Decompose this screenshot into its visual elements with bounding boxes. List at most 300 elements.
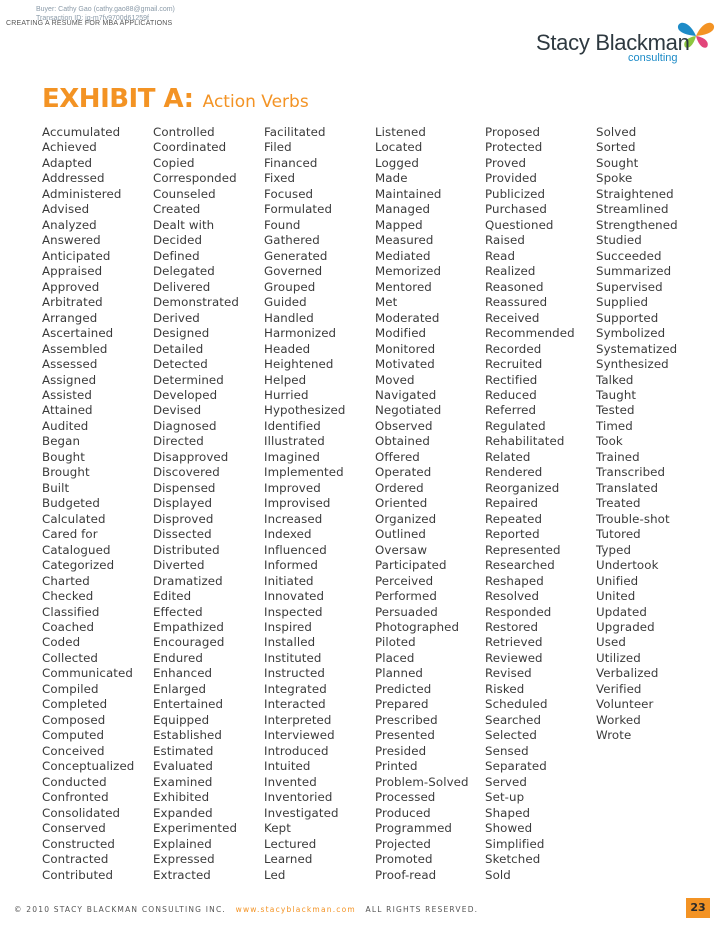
verb-item: Experimented [153, 821, 238, 836]
verb-item: Lectured [264, 836, 317, 851]
verb-item: Established [153, 728, 222, 743]
verb-item: Solved [596, 125, 637, 139]
verb-item: Compiled [42, 681, 99, 696]
verb-item: Charted [42, 573, 90, 588]
verb-item: Created [153, 202, 201, 217]
verb-item: Proposed [485, 125, 541, 139]
verb-item: Trained [596, 449, 640, 464]
verb-item: Monitored [375, 341, 436, 356]
verb-item: Copied [153, 155, 195, 170]
verb-item: Collected [42, 650, 99, 665]
verb-item: Heightened [264, 357, 334, 372]
verb-item: Instituted [264, 650, 322, 665]
verb-item: Confronted [42, 790, 109, 805]
verb-item: Predicted [375, 681, 432, 696]
verb-item: Contributed [42, 867, 114, 882]
verb-item: Symbolized [596, 326, 666, 341]
verb-item: Presented [375, 728, 435, 743]
verb-item: Influenced [264, 542, 327, 557]
verb-item: Harmonized [264, 326, 337, 341]
verb-item: Administered [42, 186, 122, 201]
verb-item: Supported [596, 310, 659, 325]
verb-item: Received [485, 310, 540, 325]
verb-item: Translated [596, 480, 659, 495]
verb-item: Systematized [596, 341, 678, 356]
exhibit-title [42, 84, 309, 114]
verb-column-5 [485, 125, 575, 883]
verb-item: Cared for [42, 527, 98, 542]
verb-item: Implemented [264, 465, 344, 480]
verb-item: Delivered [153, 279, 211, 294]
verb-item: Learned [264, 852, 313, 867]
verb-item: Shaped [485, 805, 531, 820]
verb-item: Studied [596, 233, 642, 248]
verb-item: Planned [375, 666, 424, 681]
verb-item: Expressed [153, 852, 215, 867]
verb-item: Participated [375, 558, 447, 573]
verb-item: Timed [596, 418, 633, 433]
verb-item: Hurried [264, 387, 309, 402]
verb-item: Defined [153, 248, 200, 263]
verb-item: Tested [596, 403, 635, 418]
verb-item: Entertained [153, 697, 224, 712]
verb-item: Facilitated [264, 125, 326, 139]
verb-item: Initiated [264, 573, 314, 588]
verb-item: Publicized [485, 186, 546, 201]
verb-item: Detected [153, 357, 208, 372]
verb-item: Focused [264, 186, 314, 201]
verb-item: Attained [42, 403, 93, 418]
verb-item: Questioned [485, 217, 554, 232]
verb-item: Effected [153, 604, 203, 619]
verb-item: Piloted [375, 635, 416, 650]
verb-item: United [596, 589, 636, 604]
verb-item: Adapted [42, 155, 93, 170]
verb-item: Recorded [485, 341, 542, 356]
verb-item: Intuited [264, 759, 311, 774]
verb-item: Classified [42, 604, 100, 619]
verb-item: Corresponded [153, 171, 237, 186]
verb-item: Typed [596, 542, 632, 557]
verb-item: Achieved [42, 140, 97, 155]
verb-item: Produced [375, 805, 431, 820]
verb-item: Maintained [375, 186, 442, 201]
verb-item: Rehabilitated [485, 434, 565, 449]
verb-column-6 [596, 125, 678, 744]
verb-item: Problem-Solved [375, 774, 469, 789]
verb-item: Answered [42, 233, 101, 248]
verb-item: Unified [596, 573, 639, 588]
verb-item: Generated [264, 248, 328, 263]
verb-item: Logged [375, 155, 419, 170]
watermark-buyer: Buyer: Cathy Gao (cathy.gao88@gmail.com) [36, 6, 175, 13]
verb-item: Spoke [596, 171, 633, 186]
verb-item: Investigated [264, 805, 339, 820]
verb-item: Oriented [375, 496, 428, 511]
verb-item: Served [485, 774, 527, 789]
verb-item: Endured [153, 650, 203, 665]
verb-item: Exhibited [153, 790, 210, 805]
verb-item: Realized [485, 264, 536, 279]
verb-item: Enlarged [153, 681, 207, 696]
verb-item: Inspected [264, 604, 323, 619]
verb-item: Grouped [264, 279, 316, 294]
verb-item: Built [42, 480, 70, 495]
verb-item: Diagnosed [153, 418, 217, 433]
verb-item: Inventoried [264, 790, 333, 805]
verb-item: Assembled [42, 341, 108, 356]
verb-item: Strengthened [596, 217, 678, 232]
verb-item: Led [264, 867, 286, 882]
verb-item: Detailed [153, 341, 204, 356]
verb-item: Scheduled [485, 697, 548, 712]
verb-item: Audited [42, 418, 89, 433]
verb-item: Managed [375, 202, 431, 217]
verb-column-4 [375, 125, 469, 883]
verb-item: Directed [153, 434, 204, 449]
verb-item: Computed [42, 728, 105, 743]
verb-item: Controlled [153, 125, 215, 139]
verb-item: Interviewed [264, 728, 335, 743]
verb-item: Promoted [375, 852, 433, 867]
verb-item: Separated [485, 759, 547, 774]
verb-item: Located [375, 140, 423, 155]
verb-item: Diverted [153, 558, 205, 573]
verb-item: Showed [485, 821, 533, 836]
verb-item: Appraised [42, 264, 103, 279]
verb-item: Sorted [596, 140, 636, 155]
verb-item: Recruited [485, 357, 543, 372]
verb-item: Met [375, 295, 398, 310]
verb-item: Programmed [375, 821, 453, 836]
verb-item: Ascertained [42, 326, 114, 341]
verb-item: Undertook [596, 558, 659, 573]
logo-name: Stacy Blackman [536, 30, 690, 55]
verb-item: Derived [153, 310, 200, 325]
verb-item: Interpreted [264, 712, 332, 727]
verb-item: Interacted [264, 697, 326, 712]
verb-item: Reorganized [485, 480, 560, 495]
verb-item: Sought [596, 155, 639, 170]
verb-item: Anticipated [42, 248, 111, 263]
verb-item: Volunteer [596, 697, 654, 712]
verb-column-1 [42, 125, 134, 883]
verb-item: Projected [375, 836, 432, 851]
verb-item: Dealt with [153, 217, 215, 232]
verb-item: Operated [375, 465, 432, 480]
verb-item: Assisted [42, 387, 92, 402]
verb-item: Designed [153, 326, 210, 341]
verb-item: Presided [375, 743, 427, 758]
verb-item: Reassured [485, 295, 548, 310]
verb-item: Equipped [153, 712, 210, 727]
verb-item: Used [596, 635, 626, 650]
verb-item: Counseled [153, 186, 216, 201]
verb-item: Distributed [153, 542, 220, 557]
verb-item: Headed [264, 341, 311, 356]
verb-item: Began [42, 434, 81, 449]
verb-item: Coded [42, 635, 81, 650]
verb-item: Reviewed [485, 650, 543, 665]
verb-item: Upgraded [596, 620, 655, 634]
verb-item: Straightened [596, 186, 674, 201]
verb-item: Examined [153, 774, 213, 789]
verb-item: Sketched [485, 852, 541, 867]
verb-item: Printed [375, 759, 418, 774]
verb-item: Arbitrated [42, 295, 103, 310]
verb-item: Inspired [264, 620, 313, 634]
verb-item: Read [485, 248, 516, 263]
verb-item: Contracted [42, 852, 109, 867]
verb-item: Introduced [264, 743, 329, 758]
verb-item: Risked [485, 681, 525, 696]
verb-item: Transcribed [596, 465, 666, 480]
verb-item: Photographed [375, 620, 460, 634]
verb-item: Reasoned [485, 279, 544, 294]
verb-item: Updated [596, 604, 647, 619]
verb-item: Delegated [153, 264, 215, 279]
verb-item: Taught [596, 387, 637, 402]
verb-item: Expanded [153, 805, 213, 820]
verb-item: Treated [596, 496, 641, 511]
verb-item: Formulated [264, 202, 333, 217]
verb-item: Provided [485, 171, 538, 186]
verb-item: Made [375, 171, 408, 186]
verb-item: Checked [42, 589, 94, 604]
verb-item: Proof-read [375, 867, 437, 882]
verb-item: Moved [375, 372, 415, 387]
page-number: 23 [686, 898, 710, 918]
verb-item: Consolidated [42, 805, 121, 820]
verb-item: Regulated [485, 418, 546, 433]
verb-item: Wrote [596, 728, 632, 743]
verb-item: Devised [153, 403, 202, 418]
verb-item: Measured [375, 233, 434, 248]
verb-item: Arranged [42, 310, 98, 325]
verb-item: Gathered [264, 233, 320, 248]
verb-item: Motivated [375, 357, 435, 372]
verb-item: Edited [153, 589, 192, 604]
verb-item: Filed [264, 140, 292, 155]
verb-item: Observed [375, 418, 433, 433]
verb-item: Utilized [596, 650, 641, 665]
verb-item: Prepared [375, 697, 429, 712]
verb-item: Synthesized [596, 357, 669, 372]
verb-item: Rectified [485, 372, 538, 387]
verb-item: Oversaw [375, 542, 428, 557]
verb-item: Identified [264, 418, 321, 433]
verb-item: Categorized [42, 558, 115, 573]
verb-item: Dispensed [153, 480, 216, 495]
verb-item: Rendered [485, 465, 543, 480]
verb-item: Referred [485, 403, 537, 418]
verb-item: Took [596, 434, 623, 449]
verb-column-2 [153, 125, 239, 883]
verb-item: Organized [375, 511, 437, 526]
verb-item: Mediated [375, 248, 431, 263]
verb-item: Recommended [485, 326, 575, 341]
verb-item: Persuaded [375, 604, 438, 619]
verb-item: Financed [264, 155, 318, 170]
verb-item: Kept [264, 821, 291, 836]
verb-item: Simplified [485, 836, 545, 851]
verb-item: Modified [375, 326, 427, 341]
verb-item: Fixed [264, 171, 296, 186]
verb-item: Composed [42, 712, 106, 727]
verb-item: Placed [375, 650, 415, 665]
verb-item: Streamlined [596, 202, 669, 217]
verb-item: Indexed [264, 527, 312, 542]
verb-item: Sold [485, 867, 511, 882]
verb-item: Explained [153, 836, 212, 851]
verb-item: Responded [485, 604, 552, 619]
verb-item: Improved [264, 480, 321, 495]
verb-item: Calculated [42, 511, 106, 526]
verb-item: Worked [596, 712, 641, 727]
verb-item: Installed [264, 635, 316, 650]
verb-item: Memorized [375, 264, 442, 279]
action-verbs-table [42, 125, 702, 885]
verb-item: Perceived [375, 573, 434, 588]
verb-item: Verbalized [596, 666, 659, 681]
verb-item: Encouraged [153, 635, 225, 650]
verb-item: Enhanced [153, 666, 213, 681]
verb-item: Conserved [42, 821, 106, 836]
verb-item: Reshaped [485, 573, 544, 588]
exhibit-label: EXHIBIT A: [42, 84, 194, 114]
verb-item: Disproved [153, 511, 214, 526]
verb-item: Reported [485, 527, 540, 542]
verb-item: Guided [264, 295, 307, 310]
verb-item: Catalogued [42, 542, 111, 557]
verb-item: Bought [42, 449, 85, 464]
verb-item: Moderated [375, 310, 440, 325]
verb-item: Mentored [375, 279, 432, 294]
verb-item: Integrated [264, 681, 327, 696]
verb-item: Budgeted [42, 496, 100, 511]
verb-item: Represented [485, 542, 561, 557]
verb-item: Addressed [42, 171, 105, 186]
verb-item: Protected [485, 140, 543, 155]
verb-item: Instructed [264, 666, 325, 681]
verb-item: Ordered [375, 480, 424, 495]
verb-column-3 [264, 125, 345, 883]
verb-item: Coordinated [153, 140, 227, 155]
verb-item: Decided [153, 233, 203, 248]
footer-rights: ALL RIGHTS RESERVED. [365, 905, 479, 914]
verb-item: Conceived [42, 743, 105, 758]
verb-item: Found [264, 217, 301, 232]
verb-item: Supervised [596, 279, 663, 294]
verb-item: Restored [485, 620, 539, 634]
verb-item: Determined [153, 372, 224, 387]
verb-item: Developed [153, 387, 218, 402]
verb-item: Assigned [42, 372, 97, 387]
verb-item: Dramatized [153, 573, 223, 588]
verb-item: Invented [264, 774, 317, 789]
verb-item: Helped [264, 372, 307, 387]
verb-item: Assessed [42, 357, 98, 372]
verb-item: Offered [375, 449, 420, 464]
verb-item: Purchased [485, 202, 547, 217]
verb-item: Disapproved [153, 449, 229, 464]
verb-item: Obtained [375, 434, 430, 449]
verb-item: Sensed [485, 743, 529, 758]
verb-item: Performed [375, 589, 437, 604]
verb-item: Selected [485, 728, 537, 743]
verb-item: Verified [596, 681, 642, 696]
verb-item: Estimated [153, 743, 214, 758]
verb-item: Coached [42, 620, 95, 634]
verb-item: Researched [485, 558, 555, 573]
verb-item: Searched [485, 712, 542, 727]
verb-item: Brought [42, 465, 90, 480]
verb-item: Innovated [264, 589, 325, 604]
footer [14, 905, 478, 914]
verb-item: Completed [42, 697, 108, 712]
verb-item: Mapped [375, 217, 423, 232]
company-logo [534, 20, 724, 68]
verb-item: Accumulated [42, 125, 121, 139]
verb-item: Increased [264, 511, 323, 526]
verb-item: Informed [264, 558, 319, 573]
verb-item: Constructed [42, 836, 115, 851]
verb-item: Analyzed [42, 217, 97, 232]
verb-item: Reduced [485, 387, 537, 402]
verb-item: Governed [264, 264, 323, 279]
verb-item: Proved [485, 155, 527, 170]
verb-item: Supplied [596, 295, 649, 310]
logo-subtitle: consulting [628, 52, 678, 64]
section-label: CREATING A RESUME FOR MBA APPLICATIONS [6, 20, 173, 27]
verb-item: Conceptualized [42, 759, 135, 774]
footer-copyright: © 2010 STACY BLACKMAN CONSULTING INC. [14, 905, 227, 914]
verb-item: Evaluated [153, 759, 213, 774]
verb-item: Handled [264, 310, 314, 325]
verb-item: Improvised [264, 496, 331, 511]
verb-item: Revised [485, 666, 532, 681]
verb-item: Succeeded [596, 248, 662, 263]
verb-item: Navigated [375, 387, 437, 402]
verb-item: Repeated [485, 511, 543, 526]
verb-item: Repaired [485, 496, 539, 511]
verb-item: Prescribed [375, 712, 438, 727]
verb-item: Discovered [153, 465, 220, 480]
footer-url[interactable]: www.stacyblackman.com [235, 905, 356, 914]
verb-item: Extracted [153, 867, 211, 882]
verb-item: Conducted [42, 774, 107, 789]
verb-item: Dissected [153, 527, 212, 542]
verb-item: Displayed [153, 496, 213, 511]
verb-item: Advised [42, 202, 90, 217]
verb-item: Listened [375, 125, 426, 139]
verb-item: Negotiated [375, 403, 442, 418]
verb-item: Processed [375, 790, 436, 805]
verb-item: Demonstrated [153, 295, 239, 310]
verb-item: Approved [42, 279, 100, 294]
verb-item: Related [485, 449, 531, 464]
verb-item: Trouble-shot [596, 511, 670, 526]
exhibit-subtitle: Action Verbs [202, 92, 309, 112]
verb-item: Summarized [596, 264, 672, 279]
verb-item: Tutored [596, 527, 641, 542]
verb-item: Set-up [485, 790, 525, 805]
verb-item: Resolved [485, 589, 540, 604]
verb-item: Hypothesized [264, 403, 346, 418]
verb-item: Talked [596, 372, 634, 387]
verb-item: Illustrated [264, 434, 325, 449]
watermark-transaction: Transaction ID: jg-m7fv9700d61259f [36, 15, 149, 22]
